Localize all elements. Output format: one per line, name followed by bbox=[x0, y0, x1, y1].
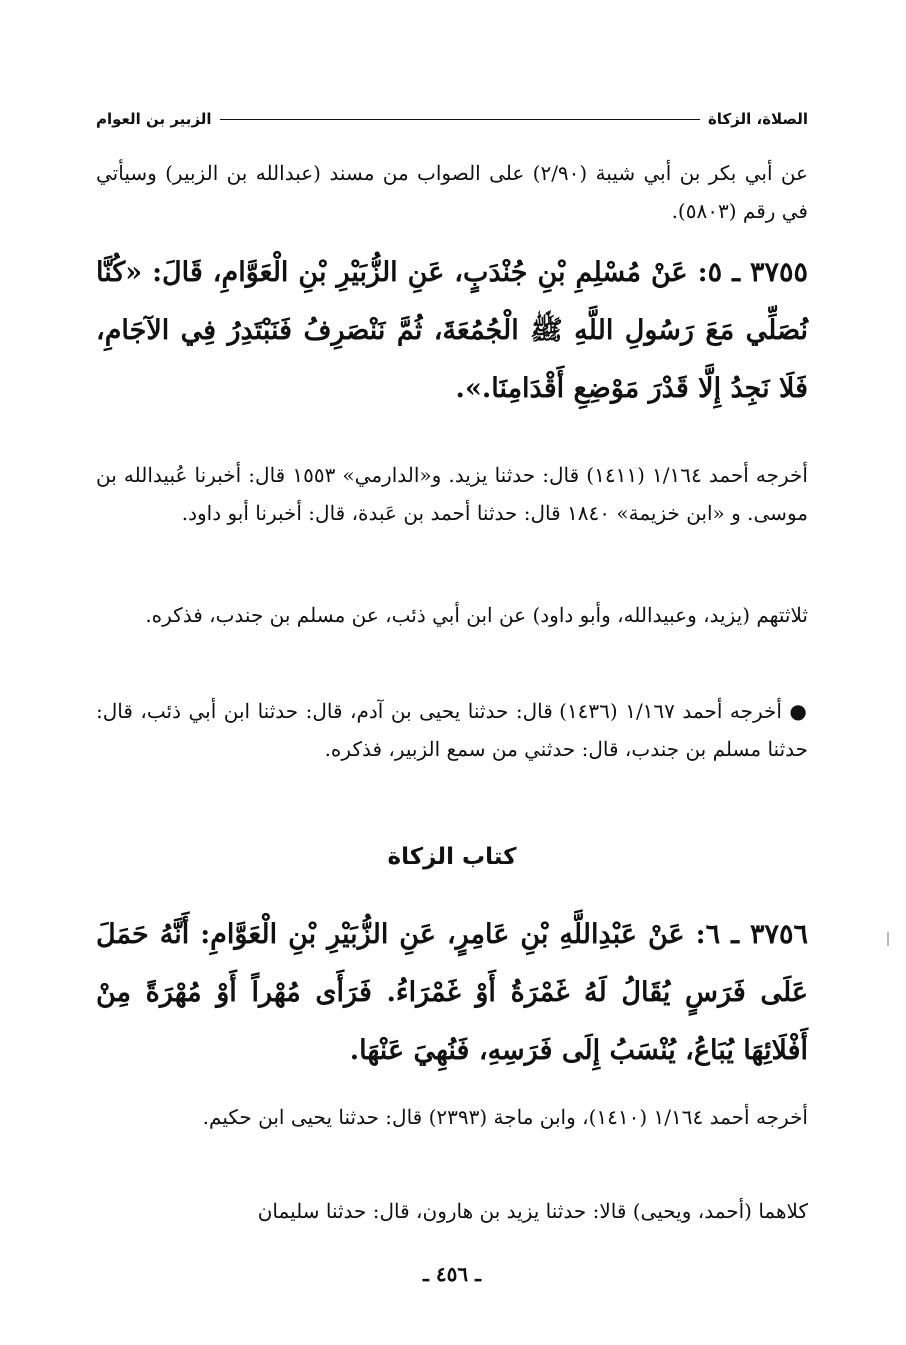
takhrij-paragraph-2: ثلاثتهم (يزيد، وعبيدالله، وأبو داود) عن ابن أبي ذئب، عن مسلم بن جندب، فذكره. bbox=[145, 603, 808, 627]
takhrij-paragraph-4: أخرجه أحمد ١/١٦٤ (١٤١٠)، وابن ماجة (٢٣٩٣) قال: حدثنا يحيى ابن حكيم. bbox=[202, 1105, 808, 1129]
header-rule bbox=[220, 119, 700, 120]
section-title: كتاب الزكاة bbox=[387, 844, 517, 870]
header-chapter: الصلاة، الزكاة bbox=[707, 110, 808, 128]
page-number: ـ ٤٥٦ ـ bbox=[423, 1262, 481, 1286]
note-paragraph-1: عن أبي بكر بن أبي شيبة (٢/٩٠) على الصواب من مسند (عبدالله بن الزبير) وسيأتي في رقم (٥٨٠٣). bbox=[96, 161, 808, 223]
scan-artifact bbox=[887, 932, 889, 946]
running-header bbox=[96, 104, 808, 134]
takhrij-paragraph-5: كلاهما (أحمد، ويحيى) قالا: حدثنا يزيد بن هارون، قال: حدثنا سليمان bbox=[257, 1199, 808, 1223]
header-companion: الزبير بن العوام bbox=[96, 110, 212, 128]
hadith-3756: ٣٧٥٦ ـ ٦: عَنْ عَبْدِاللَّهِ بْنِ عَامِرٍ، عَنِ الزُّبَيْرِ بْنِ الْعَوَّامِ: أَنَّهُ حَمَلَ عَلَى فَرَسٍ يُقَالُ لَهُ غَمْرَةُ أَوْ غَمْرَاءُ. فَرَأَى مُهْراً أَوْ مُهْرَةً مِنْ أَفْلَائِهَا يُبَاعُ، يُنْسَبُ إِلَى فَرَسِهِ، فَنُهِيَ عَنْهَا. bbox=[96, 919, 808, 1066]
takhrij-paragraph-1: أخرجه أحمد ١/١٦٤ (١٤١١) قال: حدثنا يزيد. و«الدارمي» ١٥٥٣ قال: أخبرنا عُبيدالله بن موسى. و «ابن خزيمة» ١٨٤٠ قال: حدثنا أحمد بن عَبدة، قال: أخبرنا أبو داود. bbox=[96, 463, 808, 525]
takhrij-paragraph-3: ● أخرجه أحمد ١/١٦٧ (١٤٣٦) قال: حدثنا يحيى بن آدم، قال: حدثنا ابن أبي ذئب، قال: حدثنا مسلم بن جندب، قال: حدثني من سمع الزبير، فذكره. bbox=[96, 699, 808, 761]
hadith-3755: ٣٧٥٥ ـ ٥: عَنْ مُسْلِمِ بْنِ جُنْدَبٍ، عَنِ الزُّبَيْرِ بْنِ الْعَوَّامِ، قَالَ: «كُنَّا نُصَلِّي مَعَ رَسُولِ اللَّهِ ﷺ الْجُمُعَةَ، ثُمَّ نَنْصَرِفُ فَنَبْتَدِرُ فِي الآجَامِ، فَلَا نَجِدُ إِلَّا قَدْرَ مَوْضِعِ أَقْدَامِنَا.». bbox=[96, 257, 808, 404]
